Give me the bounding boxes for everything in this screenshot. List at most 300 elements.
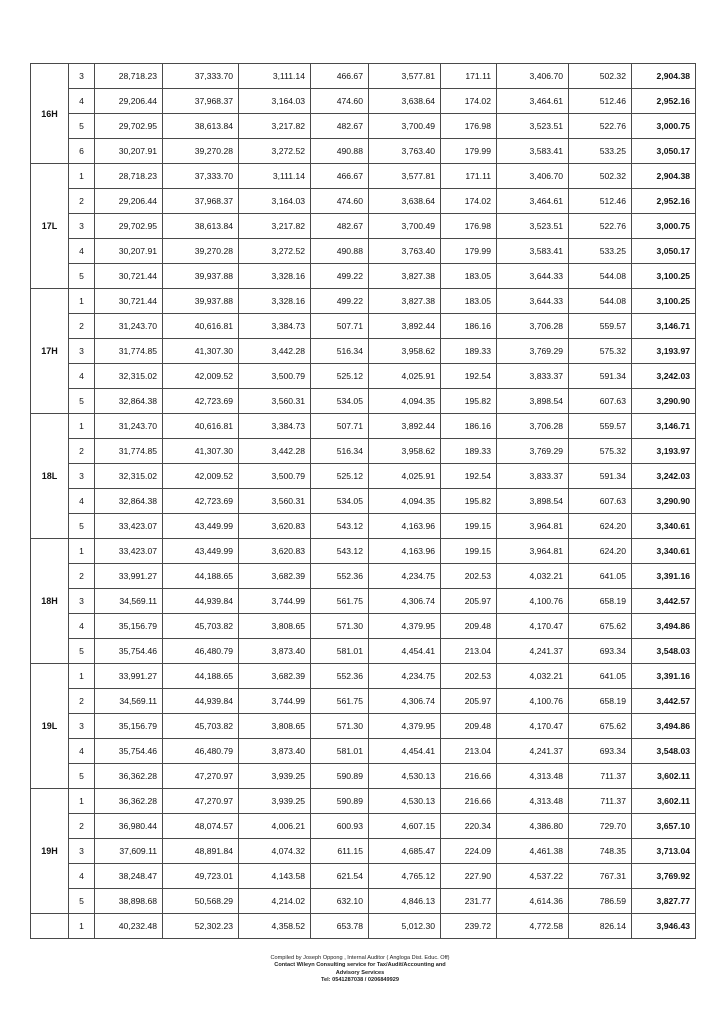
- table-cell: 4,025.91: [369, 364, 441, 389]
- table-cell: 31,243.70: [95, 314, 163, 339]
- table-cell: 29,206.44: [95, 189, 163, 214]
- table-cell: 205.97: [441, 689, 497, 714]
- table-cell: 4,306.74: [369, 589, 441, 614]
- table-cell: 202.53: [441, 564, 497, 589]
- table-cell: 49,723.01: [163, 864, 239, 889]
- table-cell: 624.20: [569, 539, 632, 564]
- table-cell: 607.63: [569, 489, 632, 514]
- table-cell: 30,721.44: [95, 264, 163, 289]
- table-cell: 3,706.28: [497, 314, 569, 339]
- step-cell: 3: [69, 64, 95, 89]
- table-cell: 209.48: [441, 614, 497, 639]
- table-cell: 4,306.74: [369, 689, 441, 714]
- table-cell: 4,454.41: [369, 639, 441, 664]
- net-pay-cell: 3,242.03: [632, 364, 696, 389]
- table-cell: 4,379.95: [369, 714, 441, 739]
- salary-table-body: [31, 64, 696, 939]
- table-cell: 4,163.96: [369, 539, 441, 564]
- table-row: [31, 839, 696, 864]
- table-cell: 581.01: [311, 639, 369, 664]
- table-cell: 4,241.37: [497, 639, 569, 664]
- grade-label: 17L: [31, 164, 69, 289]
- table-cell: 4,032.21: [497, 664, 569, 689]
- table-cell: 490.88: [311, 139, 369, 164]
- table-cell: 711.37: [569, 789, 632, 814]
- table-cell: 4,461.38: [497, 839, 569, 864]
- table-cell: 3,833.37: [497, 464, 569, 489]
- table-cell: 3,873.40: [239, 739, 311, 764]
- table-cell: 37,609.11: [95, 839, 163, 864]
- table-cell: 174.02: [441, 89, 497, 114]
- table-cell: 3,769.29: [497, 439, 569, 464]
- table-cell: 3,958.62: [369, 339, 441, 364]
- table-cell: 39,937.88: [163, 289, 239, 314]
- table-row: [31, 489, 696, 514]
- table-row: [31, 239, 696, 264]
- table-cell: 3,700.49: [369, 214, 441, 239]
- table-row: [31, 864, 696, 889]
- table-cell: 658.19: [569, 589, 632, 614]
- table-cell: 482.67: [311, 214, 369, 239]
- table-cell: 31,774.85: [95, 339, 163, 364]
- table-cell: 30,207.91: [95, 239, 163, 264]
- table-cell: 44,939.84: [163, 689, 239, 714]
- table-row: [31, 914, 696, 939]
- net-pay-cell: 2,904.38: [632, 164, 696, 189]
- table-cell: 29,702.95: [95, 114, 163, 139]
- net-pay-cell: 3,827.77: [632, 889, 696, 914]
- table-cell: 3,523.51: [497, 114, 569, 139]
- table-cell: 3,827.38: [369, 264, 441, 289]
- net-pay-cell: 3,290.90: [632, 389, 696, 414]
- table-cell: 35,754.46: [95, 739, 163, 764]
- table-cell: 45,703.82: [163, 714, 239, 739]
- table-cell: 186.16: [441, 414, 497, 439]
- table-cell: 502.32: [569, 164, 632, 189]
- table-cell: 29,206.44: [95, 89, 163, 114]
- table-cell: 591.34: [569, 364, 632, 389]
- table-row: [31, 814, 696, 839]
- table-cell: 507.71: [311, 314, 369, 339]
- table-cell: 3,406.70: [497, 164, 569, 189]
- table-cell: 48,074.57: [163, 814, 239, 839]
- net-pay-cell: 3,100.25: [632, 264, 696, 289]
- table-cell: 179.99: [441, 139, 497, 164]
- table-cell: 41,307.30: [163, 439, 239, 464]
- table-cell: 3,808.65: [239, 614, 311, 639]
- table-cell: 32,864.38: [95, 489, 163, 514]
- table-row: [31, 164, 696, 189]
- table-cell: 33,991.27: [95, 664, 163, 689]
- step-cell: 5: [69, 114, 95, 139]
- table-cell: 34,569.11: [95, 689, 163, 714]
- grade-label: [31, 914, 69, 939]
- table-cell: 3,939.25: [239, 789, 311, 814]
- table-row: [31, 364, 696, 389]
- table-cell: 37,333.70: [163, 164, 239, 189]
- table-cell: 4,765.12: [369, 864, 441, 889]
- step-cell: 4: [69, 614, 95, 639]
- table-cell: 653.78: [311, 914, 369, 939]
- table-cell: 3,706.28: [497, 414, 569, 439]
- table-cell: 4,234.75: [369, 564, 441, 589]
- table-cell: 4,537.22: [497, 864, 569, 889]
- table-cell: 3,164.03: [239, 89, 311, 114]
- table-cell: 38,613.84: [163, 114, 239, 139]
- table-cell: 3,583.41: [497, 239, 569, 264]
- table-cell: 3,577.81: [369, 64, 441, 89]
- grade-label: 16H: [31, 64, 69, 164]
- table-cell: 38,248.47: [95, 864, 163, 889]
- table-cell: 3,644.33: [497, 264, 569, 289]
- table-cell: 575.32: [569, 439, 632, 464]
- table-cell: 581.01: [311, 739, 369, 764]
- table-cell: 3,560.31: [239, 389, 311, 414]
- table-cell: 31,774.85: [95, 439, 163, 464]
- net-pay-cell: 3,769.92: [632, 864, 696, 889]
- table-cell: 4,530.13: [369, 764, 441, 789]
- table-cell: 711.37: [569, 764, 632, 789]
- table-cell: 50,568.29: [163, 889, 239, 914]
- table-cell: 499.22: [311, 264, 369, 289]
- table-cell: 46,480.79: [163, 739, 239, 764]
- table-row: [31, 664, 696, 689]
- net-pay-cell: 2,952.16: [632, 89, 696, 114]
- table-cell: 561.75: [311, 689, 369, 714]
- table-cell: 826.14: [569, 914, 632, 939]
- table-cell: 183.05: [441, 289, 497, 314]
- table-cell: 4,313.48: [497, 789, 569, 814]
- table-cell: 43,449.99: [163, 539, 239, 564]
- table-cell: 3,744.99: [239, 689, 311, 714]
- step-cell: 2: [69, 564, 95, 589]
- footer-services: Advisory Services: [335, 969, 385, 976]
- table-cell: 32,315.02: [95, 364, 163, 389]
- table-cell: 189.33: [441, 339, 497, 364]
- table-row: [31, 739, 696, 764]
- table-cell: 176.98: [441, 114, 497, 139]
- table-cell: 3,464.61: [497, 189, 569, 214]
- step-cell: 3: [69, 589, 95, 614]
- table-cell: 533.25: [569, 139, 632, 164]
- table-cell: 3,272.52: [239, 239, 311, 264]
- table-cell: 3,827.38: [369, 289, 441, 314]
- table-cell: 4,241.37: [497, 739, 569, 764]
- table-cell: 544.08: [569, 264, 632, 289]
- table-cell: 4,170.47: [497, 714, 569, 739]
- table-row: [31, 714, 696, 739]
- table-cell: 3,442.28: [239, 339, 311, 364]
- table-cell: 5,012.30: [369, 914, 441, 939]
- table-cell: 4,379.95: [369, 614, 441, 639]
- table-row: [31, 764, 696, 789]
- table-cell: 216.66: [441, 789, 497, 814]
- table-cell: 42,009.52: [163, 364, 239, 389]
- net-pay-cell: 3,494.86: [632, 614, 696, 639]
- net-pay-cell: 3,442.57: [632, 689, 696, 714]
- table-cell: 525.12: [311, 364, 369, 389]
- grade-label: 18H: [31, 539, 69, 664]
- table-cell: 3,500.79: [239, 364, 311, 389]
- table-cell: 559.57: [569, 314, 632, 339]
- table-cell: 4,100.76: [497, 589, 569, 614]
- table-cell: 4,094.35: [369, 489, 441, 514]
- table-cell: 559.57: [569, 414, 632, 439]
- table-cell: 675.62: [569, 714, 632, 739]
- net-pay-cell: 3,494.86: [632, 714, 696, 739]
- table-cell: 199.15: [441, 539, 497, 564]
- table-cell: 213.04: [441, 639, 497, 664]
- table-cell: 552.36: [311, 564, 369, 589]
- table-cell: 46,480.79: [163, 639, 239, 664]
- table-cell: 658.19: [569, 689, 632, 714]
- table-row: [31, 314, 696, 339]
- table-cell: 202.53: [441, 664, 497, 689]
- table-cell: 499.22: [311, 289, 369, 314]
- table-cell: 36,362.28: [95, 789, 163, 814]
- table-row: [31, 189, 696, 214]
- step-cell: 1: [69, 664, 95, 689]
- table-cell: 3,272.52: [239, 139, 311, 164]
- step-cell: 1: [69, 289, 95, 314]
- table-cell: 534.05: [311, 389, 369, 414]
- table-cell: 4,006.21: [239, 814, 311, 839]
- net-pay-cell: 3,000.75: [632, 114, 696, 139]
- salary-table-container: [30, 63, 695, 939]
- table-cell: 4,386.80: [497, 814, 569, 839]
- table-cell: 591.34: [569, 464, 632, 489]
- table-cell: 33,991.27: [95, 564, 163, 589]
- table-cell: 543.12: [311, 514, 369, 539]
- table-cell: 512.46: [569, 89, 632, 114]
- table-cell: 39,270.28: [163, 239, 239, 264]
- step-cell: 2: [69, 689, 95, 714]
- table-cell: 675.62: [569, 614, 632, 639]
- table-row: [31, 689, 696, 714]
- table-cell: 40,616.81: [163, 314, 239, 339]
- net-pay-cell: 2,904.38: [632, 64, 696, 89]
- table-cell: 3,892.44: [369, 314, 441, 339]
- table-cell: 474.60: [311, 189, 369, 214]
- table-cell: 224.09: [441, 839, 497, 864]
- net-pay-cell: 3,391.16: [632, 564, 696, 589]
- table-cell: 4,454.41: [369, 739, 441, 764]
- table-cell: 199.15: [441, 514, 497, 539]
- salary-table: [30, 63, 696, 939]
- table-cell: 3,500.79: [239, 464, 311, 489]
- table-cell: 41,307.30: [163, 339, 239, 364]
- net-pay-cell: 3,000.75: [632, 214, 696, 239]
- table-cell: 590.89: [311, 789, 369, 814]
- step-cell: 4: [69, 364, 95, 389]
- table-cell: 3,328.16: [239, 264, 311, 289]
- net-pay-cell: 3,391.16: [632, 664, 696, 689]
- net-pay-cell: 3,713.04: [632, 839, 696, 864]
- step-cell: 1: [69, 414, 95, 439]
- table-cell: 4,234.75: [369, 664, 441, 689]
- step-cell: 4: [69, 739, 95, 764]
- table-cell: 38,898.68: [95, 889, 163, 914]
- table-cell: 47,270.97: [163, 789, 239, 814]
- table-cell: 4,313.48: [497, 764, 569, 789]
- table-cell: 3,808.65: [239, 714, 311, 739]
- table-cell: 42,723.69: [163, 489, 239, 514]
- table-row: [31, 639, 696, 664]
- table-cell: 192.54: [441, 364, 497, 389]
- table-cell: 3,833.37: [497, 364, 569, 389]
- step-cell: 5: [69, 764, 95, 789]
- net-pay-cell: 3,193.97: [632, 439, 696, 464]
- table-cell: 231.77: [441, 889, 497, 914]
- step-cell: 2: [69, 439, 95, 464]
- table-cell: 552.36: [311, 664, 369, 689]
- table-cell: 186.16: [441, 314, 497, 339]
- table-cell: 3,682.39: [239, 564, 311, 589]
- table-cell: 474.60: [311, 89, 369, 114]
- step-cell: 3: [69, 714, 95, 739]
- net-pay-cell: 3,146.71: [632, 314, 696, 339]
- table-cell: 34,569.11: [95, 589, 163, 614]
- table-cell: 3,164.03: [239, 189, 311, 214]
- step-cell: 4: [69, 89, 95, 114]
- step-cell: 4: [69, 239, 95, 264]
- table-cell: 522.76: [569, 114, 632, 139]
- table-cell: 216.66: [441, 764, 497, 789]
- table-row: [31, 539, 696, 564]
- table-cell: 4,214.02: [239, 889, 311, 914]
- table-cell: 44,188.65: [163, 564, 239, 589]
- step-cell: 6: [69, 139, 95, 164]
- table-cell: 4,025.91: [369, 464, 441, 489]
- table-cell: 571.30: [311, 714, 369, 739]
- table-row: [31, 264, 696, 289]
- table-cell: 3,620.83: [239, 514, 311, 539]
- table-cell: 4,685.47: [369, 839, 441, 864]
- table-cell: 3,583.41: [497, 139, 569, 164]
- table-cell: 3,638.64: [369, 89, 441, 114]
- table-cell: 767.31: [569, 864, 632, 889]
- step-cell: 3: [69, 339, 95, 364]
- table-row: [31, 139, 696, 164]
- table-cell: 516.34: [311, 339, 369, 364]
- net-pay-cell: 3,548.03: [632, 739, 696, 764]
- table-cell: 209.48: [441, 714, 497, 739]
- table-cell: 4,074.32: [239, 839, 311, 864]
- table-cell: 748.35: [569, 839, 632, 864]
- table-cell: 641.05: [569, 564, 632, 589]
- table-cell: 624.20: [569, 514, 632, 539]
- net-pay-cell: 3,657.10: [632, 814, 696, 839]
- table-cell: 227.90: [441, 864, 497, 889]
- table-cell: 544.08: [569, 289, 632, 314]
- table-cell: 239.72: [441, 914, 497, 939]
- table-cell: 3,384.73: [239, 314, 311, 339]
- table-cell: 220.34: [441, 814, 497, 839]
- table-cell: 3,111.14: [239, 164, 311, 189]
- table-cell: 176.98: [441, 214, 497, 239]
- table-cell: 4,143.58: [239, 864, 311, 889]
- table-cell: 40,616.81: [163, 414, 239, 439]
- table-row: [31, 389, 696, 414]
- table-cell: 533.25: [569, 239, 632, 264]
- table-cell: 33,423.07: [95, 514, 163, 539]
- step-cell: 1: [69, 164, 95, 189]
- table-row: [31, 514, 696, 539]
- table-row: [31, 589, 696, 614]
- table-row: [31, 64, 696, 89]
- table-cell: 35,754.46: [95, 639, 163, 664]
- grade-label: 19L: [31, 664, 69, 789]
- net-pay-cell: 3,442.57: [632, 589, 696, 614]
- table-cell: 3,644.33: [497, 289, 569, 314]
- table-cell: 44,188.65: [163, 664, 239, 689]
- table-cell: 3,958.62: [369, 439, 441, 464]
- table-cell: 729.70: [569, 814, 632, 839]
- table-cell: 607.63: [569, 389, 632, 414]
- table-cell: 561.75: [311, 589, 369, 614]
- table-row: [31, 339, 696, 364]
- table-cell: 3,892.44: [369, 414, 441, 439]
- table-cell: 3,763.40: [369, 139, 441, 164]
- table-cell: 3,939.25: [239, 764, 311, 789]
- table-cell: 522.76: [569, 214, 632, 239]
- table-cell: 507.71: [311, 414, 369, 439]
- step-cell: 4: [69, 489, 95, 514]
- grade-label: 19H: [31, 789, 69, 914]
- table-cell: 47,270.97: [163, 764, 239, 789]
- step-cell: 5: [69, 264, 95, 289]
- table-cell: 3,964.81: [497, 539, 569, 564]
- table-cell: 4,170.47: [497, 614, 569, 639]
- table-cell: 786.59: [569, 889, 632, 914]
- table-cell: 4,100.76: [497, 689, 569, 714]
- grade-label: 18L: [31, 414, 69, 539]
- grade-label: 17H: [31, 289, 69, 414]
- net-pay-cell: 2,952.16: [632, 189, 696, 214]
- step-cell: 2: [69, 189, 95, 214]
- table-cell: 44,939.84: [163, 589, 239, 614]
- net-pay-cell: 3,946.43: [632, 914, 696, 939]
- table-cell: 33,423.07: [95, 539, 163, 564]
- table-cell: 575.32: [569, 339, 632, 364]
- table-cell: 36,362.28: [95, 764, 163, 789]
- step-cell: 1: [69, 914, 95, 939]
- step-cell: 5: [69, 639, 95, 664]
- table-cell: 4,772.58: [497, 914, 569, 939]
- table-cell: 3,111.14: [239, 64, 311, 89]
- table-cell: 3,682.39: [239, 664, 311, 689]
- table-cell: 48,891.84: [163, 839, 239, 864]
- table-cell: 3,560.31: [239, 489, 311, 514]
- footer-phone: Tel: 0541287038 / 0206849929: [321, 977, 399, 984]
- table-cell: 590.89: [311, 764, 369, 789]
- table-cell: 490.88: [311, 239, 369, 264]
- net-pay-cell: 3,100.25: [632, 289, 696, 314]
- table-cell: 37,968.37: [163, 89, 239, 114]
- table-cell: 171.11: [441, 164, 497, 189]
- table-row: [31, 414, 696, 439]
- table-row: [31, 214, 696, 239]
- table-cell: 205.97: [441, 589, 497, 614]
- net-pay-cell: 3,193.97: [632, 339, 696, 364]
- step-cell: 3: [69, 464, 95, 489]
- table-cell: 525.12: [311, 464, 369, 489]
- table-cell: 42,723.69: [163, 389, 239, 414]
- table-cell: 3,406.70: [497, 64, 569, 89]
- step-cell: 1: [69, 539, 95, 564]
- table-cell: 516.34: [311, 439, 369, 464]
- table-cell: 38,613.84: [163, 214, 239, 239]
